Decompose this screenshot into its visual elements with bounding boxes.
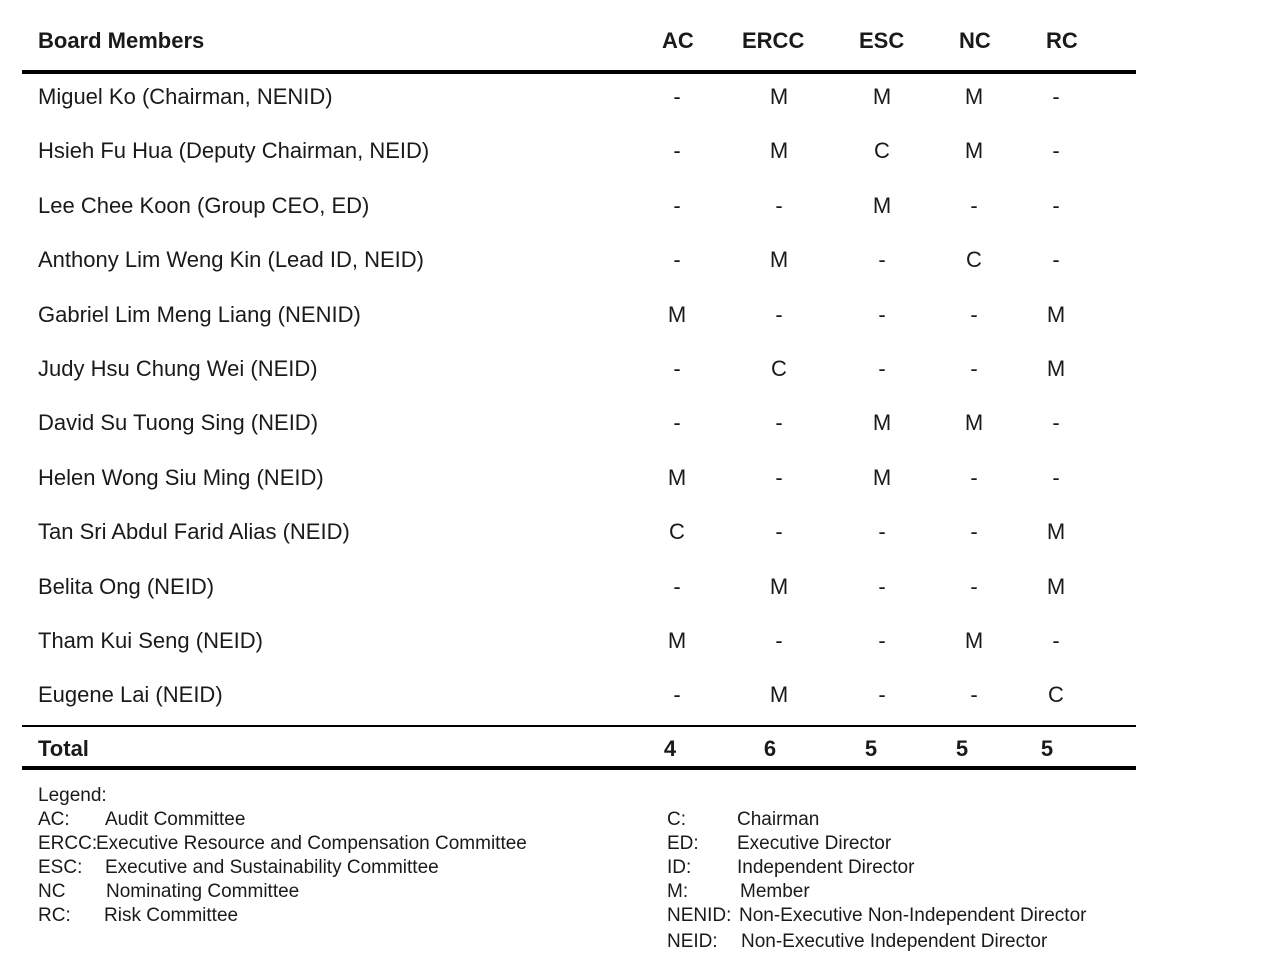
committee-cell-esc: M	[872, 84, 892, 109]
legend-role-item	[667, 880, 1227, 904]
board-member-name: Gabriel Lim Meng Liang (NENID)	[38, 301, 361, 327]
legend-abbr: NENID:	[667, 905, 732, 926]
committee-cell-ercc: -	[775, 519, 783, 545]
committee-cell-rc: C	[1048, 682, 1064, 708]
table-row	[0, 398, 1280, 452]
legend-desc: Nominating Committee	[106, 881, 300, 902]
legend-desc: Risk Committee	[104, 905, 239, 926]
legend-committee-item	[38, 856, 638, 880]
legend-abbr: ID:	[667, 857, 692, 878]
committee-cell-ercc: -	[775, 192, 783, 218]
committee-cell-ac: -	[673, 247, 681, 273]
board-member-name: David Su Tuong Sing (NEID)	[38, 410, 319, 436]
legend-desc: Audit Committee	[105, 809, 246, 830]
committee-cell-rc: -	[1052, 628, 1060, 653]
board-member-name: Hsieh Fu Hua (Deputy Chairman, NEID)	[38, 138, 430, 164]
header-ac: AC	[662, 28, 694, 53]
committee-cell-esc: -	[878, 301, 886, 327]
committee-cell-nc: -	[970, 573, 978, 599]
committee-cell-rc: -	[1052, 464, 1060, 490]
table-row	[0, 616, 1280, 670]
committee-cell-ac: C	[669, 519, 685, 545]
committee-cell-nc: M	[964, 84, 984, 109]
legend-roles	[667, 808, 1227, 954]
legend-role-item	[667, 832, 1227, 856]
committee-cell-esc: -	[878, 573, 886, 599]
legend-desc: Non-Executive Non-Independent Director	[739, 905, 1087, 926]
legend-abbr: M:	[667, 881, 689, 902]
table-row	[0, 507, 1280, 561]
committee-cell-ac: -	[673, 573, 681, 599]
table-row	[0, 290, 1280, 344]
legend-committees	[38, 784, 638, 928]
total-ac: 4	[663, 736, 677, 761]
committee-cell-rc: M	[1046, 573, 1066, 599]
committee-cell-ercc: C	[771, 356, 787, 381]
total-nc: 5	[955, 736, 969, 761]
legend-committee-item	[38, 832, 638, 856]
committee-cell-ac: M	[667, 464, 687, 490]
legend-desc: Executive Director	[737, 833, 892, 854]
committee-cell-ac: -	[673, 84, 681, 109]
legend-abbr: ERCC:	[38, 833, 98, 854]
committee-cell-rc: M	[1046, 301, 1066, 327]
table-row	[0, 562, 1280, 616]
legend-desc: Chairman	[737, 809, 820, 830]
committee-cell-ercc: M	[769, 573, 789, 599]
committee-cell-rc: -	[1052, 84, 1060, 109]
committee-cell-rc: -	[1052, 192, 1060, 218]
table-header	[0, 0, 1280, 72]
total-rc: 5	[1040, 736, 1054, 761]
legend-abbr: RC:	[38, 905, 71, 926]
legend-abbr: NC	[38, 881, 66, 902]
committee-cell-ac: -	[673, 682, 681, 708]
committee-cell-ercc: M	[769, 682, 789, 708]
header-nc: NC	[959, 28, 991, 53]
committee-cell-ac: -	[673, 410, 681, 436]
total-esc: 5	[864, 736, 878, 761]
legend-desc: Member	[740, 881, 810, 902]
committee-cell-rc: -	[1052, 247, 1060, 273]
committee-cell-esc: M	[872, 192, 892, 218]
legend-title: Legend:	[38, 785, 107, 806]
committee-cell-ercc: -	[775, 628, 783, 653]
committee-cell-esc: M	[872, 410, 892, 436]
legend-committee-item	[38, 808, 638, 832]
committee-cell-ac: -	[673, 192, 681, 218]
committee-cell-nc: -	[970, 192, 978, 218]
table-bottom-rule	[22, 766, 1136, 770]
legend-desc: Non-Executive Independent Director	[741, 931, 1048, 952]
legend-desc: Independent Director	[737, 857, 915, 878]
committee-cell-ac: -	[673, 356, 681, 381]
table-row	[0, 181, 1280, 235]
legend-abbr: AC:	[38, 809, 70, 830]
header-board-members: Board Members	[38, 28, 205, 53]
committee-cell-ac: -	[673, 138, 681, 164]
legend-desc: Executive and Sustainability Committee	[105, 857, 439, 878]
committee-cell-nc: -	[970, 519, 978, 545]
table-row	[0, 344, 1280, 398]
board-member-name: Belita Ong (NEID)	[38, 573, 215, 599]
committee-cell-esc: -	[878, 247, 886, 273]
header-rc: RC	[1046, 28, 1078, 53]
legend-role-item	[667, 856, 1227, 880]
legend-role-item	[667, 808, 1227, 832]
board-member-name: Helen Wong Siu Ming (NEID)	[38, 464, 324, 490]
total-label: Total	[38, 736, 89, 761]
legend-committee-item	[38, 880, 638, 904]
board-member-name: Lee Chee Koon (Group CEO, ED)	[38, 192, 370, 218]
committee-cell-ercc: -	[775, 301, 783, 327]
board-member-name: Tham Kui Seng (NEID)	[38, 628, 263, 653]
legend-role-item	[667, 904, 1227, 928]
committee-cell-nc: -	[970, 682, 978, 708]
committee-cell-esc: -	[878, 628, 886, 653]
table-row	[0, 670, 1280, 724]
committee-cell-ac: M	[667, 301, 687, 327]
header-ercc: ERCC	[742, 28, 805, 53]
committee-cell-ercc: -	[775, 410, 783, 436]
table-row	[0, 126, 1280, 180]
legend-abbr: ED:	[667, 833, 699, 854]
committee-cell-ercc: M	[769, 138, 789, 164]
committee-cell-esc: -	[878, 356, 886, 381]
legend-abbr: ESC:	[38, 857, 83, 878]
committee-cell-nc: -	[970, 356, 978, 381]
committee-cell-ac: M	[667, 628, 687, 653]
committee-cell-rc: M	[1046, 519, 1066, 545]
committee-cell-rc: M	[1046, 356, 1066, 381]
committee-cell-nc: M	[964, 410, 984, 436]
committee-cell-esc: C	[874, 138, 890, 164]
committee-cell-rc: -	[1052, 410, 1060, 436]
committee-cell-nc: M	[964, 628, 984, 653]
committee-cell-nc: -	[970, 301, 978, 327]
committee-cell-ercc: -	[775, 464, 783, 490]
board-member-name: Eugene Lai (NEID)	[38, 682, 223, 708]
board-member-name: Judy Hsu Chung Wei (NEID)	[38, 356, 318, 381]
legend-role-item	[667, 930, 1227, 954]
header-esc: ESC	[859, 28, 905, 53]
legend-abbr: NEID:	[667, 931, 718, 952]
committee-cell-esc: -	[878, 682, 886, 708]
legend-abbr: C:	[667, 809, 686, 830]
total-ercc: 6	[763, 736, 777, 761]
committee-cell-nc: C	[966, 247, 982, 273]
committee-cell-esc: -	[878, 519, 886, 545]
board-member-name: Anthony Lim Weng Kin (Lead ID, NEID)	[38, 247, 424, 273]
committee-cell-nc: -	[970, 464, 978, 490]
legend-desc: Executive Resource and Compensation Committee	[96, 833, 527, 854]
table-row	[0, 72, 1280, 126]
committee-cell-nc: M	[964, 138, 984, 164]
table-row	[0, 453, 1280, 507]
committee-cell-ercc: M	[769, 247, 789, 273]
committee-cell-ercc: M	[769, 84, 789, 109]
committee-cell-rc: -	[1052, 138, 1060, 164]
board-member-name: Tan Sri Abdul Farid Alias (NEID)	[38, 519, 350, 545]
legend-committee-item	[38, 904, 638, 928]
committee-cell-esc: M	[872, 464, 892, 490]
table-row	[0, 235, 1280, 289]
board-member-name: Miguel Ko (Chairman, NENID)	[38, 84, 333, 109]
